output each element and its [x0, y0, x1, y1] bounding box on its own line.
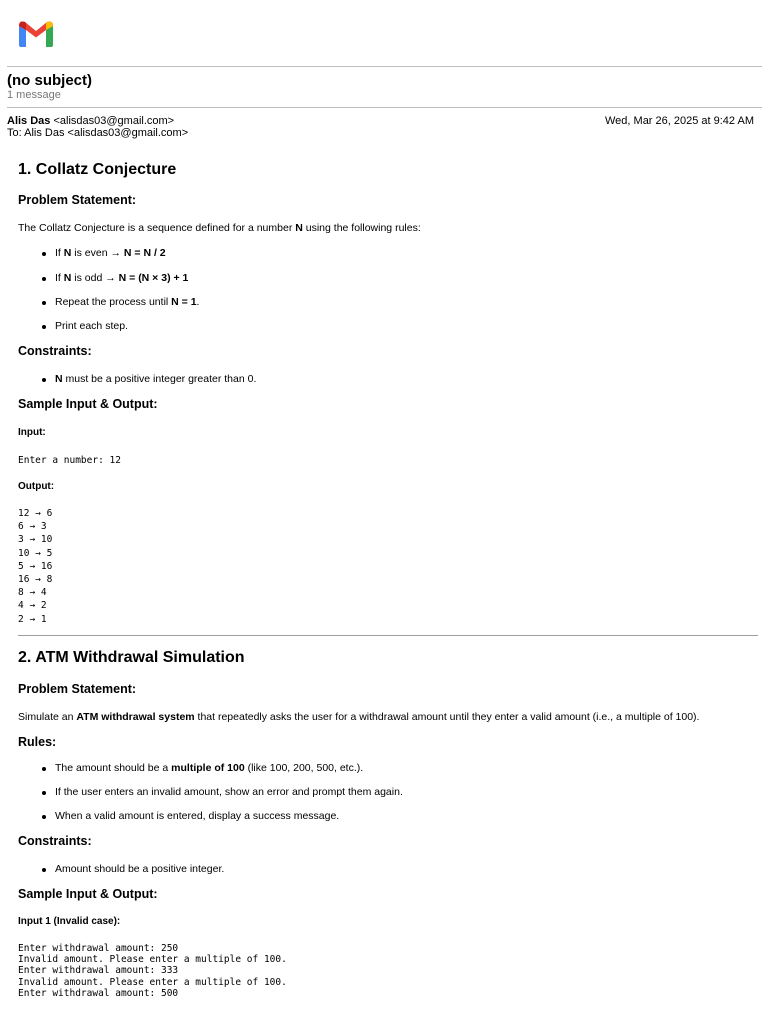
- bullet-dot: [42, 277, 46, 281]
- section1-problem-heading: Problem Statement:: [18, 193, 137, 207]
- bullet-dot: [42, 252, 46, 256]
- section2-problem-text: Simulate an ATM withdrawal system that repeatedly asks the user for a withdrawal amount until they enter a valid amount (i.e., a multiple of 100).: [18, 711, 700, 723]
- bullet-dot: [42, 868, 46, 872]
- section1-problem-text: The Collatz Conjecture is a sequence defined for a number N using the following rules:: [18, 222, 421, 234]
- rule-print: Print each step.: [55, 320, 128, 332]
- rule-valid: When a valid amount is entered, display a success message.: [55, 810, 340, 822]
- section2-input1-code: Enter withdrawal amount: 250 Invalid amount. Please enter a multiple of 100. Enter withdrawal amount: 333 Invalid amount. Please enter a multiple of 100. Enter withdrawal amount: 500: [18, 943, 287, 999]
- section-divider: [18, 635, 758, 636]
- bullet-dot: [42, 791, 46, 795]
- email-subject: (no subject): [7, 72, 92, 89]
- section1-input-code: Enter a number: 12: [18, 455, 121, 466]
- email-date: Wed, Mar 26, 2025 at 9:42 AM: [605, 115, 754, 127]
- section1-title: 1. Collatz Conjecture: [18, 161, 177, 178]
- section2-rules-heading: Rules:: [18, 735, 57, 749]
- section2-input1-label: Input 1 (Invalid case):: [18, 916, 121, 927]
- section1-constraint: N must be a positive integer greater than 0.: [55, 373, 257, 385]
- rule-multiple: The amount should be a multiple of 100 (like 100, 200, 500, etc.).: [55, 762, 364, 774]
- bullet-dot: [42, 378, 46, 382]
- section1-output-label: Output:: [18, 481, 55, 492]
- section1-output-code: 12 → 6 6 → 3 3 → 10 10 → 5 5 → 16 16 → 8 8 → 4 4 → 2 2 → 1: [18, 508, 53, 625]
- sender: [7, 115, 174, 127]
- section2-title: 2. ATM Withdrawal Simulation: [18, 649, 245, 666]
- rule-repeat: Repeat the process until N = 1.: [55, 296, 200, 308]
- recipient: To: Alis Das <alisdas03@gmail.com>: [7, 127, 189, 139]
- section2-sample-heading: Sample Input & Output:: [18, 887, 158, 901]
- sender-email: <alisdas03@gmail.com>: [53, 115, 175, 127]
- rule-even: If N is even → N = N / 2: [55, 247, 166, 259]
- subject-divider: [7, 107, 762, 108]
- section2-problem-heading: Problem Statement:: [18, 682, 137, 696]
- bullet-dot: [42, 767, 46, 771]
- section1-constraints-heading: Constraints:: [18, 344, 92, 358]
- gmail-logo-icon: [16, 18, 56, 48]
- message-count: 1 message: [7, 89, 61, 101]
- section1-input-label: Input:: [18, 427, 46, 438]
- section2-constraints-heading: Constraints:: [18, 834, 92, 848]
- sender-name: Alis Das: [7, 115, 51, 127]
- section1-sample-heading: Sample Input & Output:: [18, 397, 158, 411]
- rule-odd: If N is odd → N = (N × 3) + 1: [55, 272, 189, 284]
- bullet-dot: [42, 325, 46, 329]
- bullet-dot: [42, 301, 46, 305]
- section2-constraint: Amount should be a positive integer.: [55, 863, 225, 875]
- rule-invalid: If the user enters an invalid amount, show an error and prompt them again.: [55, 786, 403, 798]
- bullet-dot: [42, 815, 46, 819]
- header-divider: [7, 66, 762, 67]
